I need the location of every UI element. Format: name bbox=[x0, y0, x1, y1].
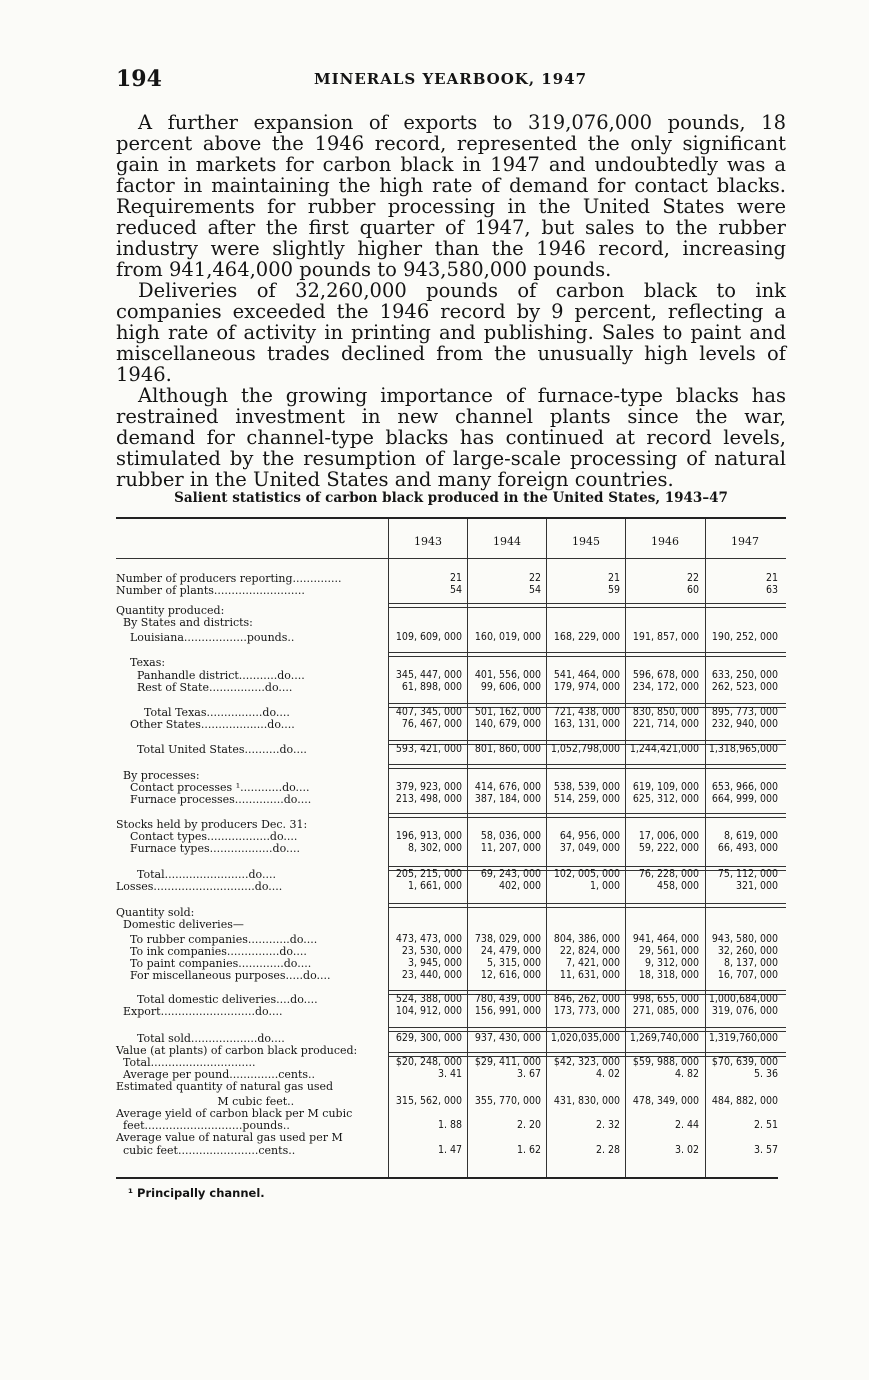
table-cell: 721, 438, 000 bbox=[553, 706, 620, 718]
table-cell: 22, 824, 000 bbox=[559, 945, 620, 957]
table-cell: 140, 679, 000 bbox=[474, 718, 541, 730]
table-cell: 69, 243, 000 bbox=[480, 868, 541, 880]
table-cell: 664, 999, 000 bbox=[711, 793, 778, 805]
table-cell: $29, 411, 000 bbox=[474, 1056, 541, 1068]
table-cell: 653, 966, 000 bbox=[711, 781, 778, 793]
table-cell: 321, 000 bbox=[735, 880, 778, 892]
table-cell: 780, 439, 000 bbox=[474, 993, 541, 1005]
section-rule bbox=[388, 652, 786, 657]
row-label: feet............................pounds.. bbox=[116, 1119, 290, 1132]
table-cell: 5, 315, 000 bbox=[486, 957, 541, 969]
table-caption: Salient statistics of carbon black produced in the United States, 1943–47 bbox=[174, 490, 728, 506]
table-cell: 501, 162, 000 bbox=[474, 706, 541, 718]
table-cell: 163, 131, 000 bbox=[553, 718, 620, 730]
section-rule bbox=[388, 764, 786, 769]
table-cell: 1. 47 bbox=[437, 1144, 462, 1156]
table-cell: 478, 349, 000 bbox=[632, 1095, 699, 1107]
row-label: Average value of natural gas used per M bbox=[116, 1131, 343, 1144]
row-label: Total domestic deliveries....do.... bbox=[116, 993, 318, 1006]
table-cell: 401, 556, 000 bbox=[474, 669, 541, 681]
table-cell: 64, 956, 000 bbox=[559, 830, 620, 842]
table-cell: 16, 707, 000 bbox=[717, 969, 778, 981]
table-cell: 32, 260, 000 bbox=[717, 945, 778, 957]
table-cell: 431, 830, 000 bbox=[553, 1095, 620, 1107]
row-label: Estimated quantity of natural gas used bbox=[116, 1080, 334, 1093]
table-cell: 804, 386, 000 bbox=[553, 933, 620, 945]
row-label: To rubber companies............do.... bbox=[116, 933, 318, 946]
year-header: 1946 bbox=[651, 535, 679, 548]
table-cell: 2. 44 bbox=[674, 1119, 699, 1131]
table-cell: 168, 229, 000 bbox=[553, 631, 620, 643]
table-cell: 943, 580, 000 bbox=[711, 933, 778, 945]
table-cell: 37, 049, 000 bbox=[559, 842, 620, 854]
table-cell: 633, 250, 000 bbox=[711, 669, 778, 681]
table-cell: 830, 850, 000 bbox=[632, 706, 699, 718]
table-cell: 11, 631, 000 bbox=[559, 969, 620, 981]
year-header: 1947 bbox=[731, 535, 759, 548]
section-rule bbox=[388, 603, 786, 608]
table-cell: 190, 252, 000 bbox=[711, 631, 778, 643]
table-cell: 619, 109, 000 bbox=[632, 781, 699, 793]
table-cell: 402, 000 bbox=[498, 880, 541, 892]
row-label: To paint companies.............do.... bbox=[116, 957, 312, 970]
table-cell: 1. 88 bbox=[437, 1119, 462, 1131]
row-label: Contact processes ¹............do.... bbox=[116, 781, 310, 794]
row-label: Number of plants.......................... bbox=[116, 584, 305, 597]
table-cell: 54 bbox=[449, 584, 462, 596]
table-cell: 22 bbox=[528, 572, 541, 584]
table-cell: 538, 539, 000 bbox=[553, 781, 620, 793]
page-header bbox=[116, 66, 786, 94]
table-cell: 54 bbox=[528, 584, 541, 596]
table-cell: 8, 137, 000 bbox=[723, 957, 778, 969]
table-cell: 21 bbox=[607, 572, 620, 584]
table-cell: 629, 300, 000 bbox=[395, 1032, 462, 1044]
table-cell: 895, 773, 000 bbox=[711, 706, 778, 718]
paragraph: Although the growing importance of furnace-type blacks has restrained investment in new channel plants since the war, demand for channel-type blacks has continued at record levels, stimulated by the resumption of large-scale processing of natural rubber in the United States and many foreign countries. bbox=[116, 384, 786, 491]
table-cell: 387, 184, 000 bbox=[474, 793, 541, 805]
table-cell: $59, 988, 000 bbox=[632, 1056, 699, 1068]
table-cell: 191, 857, 000 bbox=[632, 631, 699, 643]
table-cell: 1,319,760,000 bbox=[708, 1032, 778, 1044]
table-cell: 99, 606, 000 bbox=[480, 681, 541, 693]
footnote: ¹ Principally channel. bbox=[128, 1186, 265, 1200]
table-cell: 1,020,035,000 bbox=[550, 1032, 620, 1044]
table-cell: 24, 479, 000 bbox=[480, 945, 541, 957]
table-cell: 23, 530, 000 bbox=[401, 945, 462, 957]
section-rule bbox=[388, 903, 786, 908]
table-cell: 4. 82 bbox=[674, 1068, 699, 1080]
table-cell: 2. 51 bbox=[753, 1119, 778, 1131]
table-cell: 17, 006, 000 bbox=[638, 830, 699, 842]
table-cell: 1,052,798,000 bbox=[550, 743, 620, 755]
row-label: Quantity sold: bbox=[116, 906, 195, 919]
table-cell: 379, 923, 000 bbox=[395, 781, 462, 793]
body-text bbox=[116, 112, 786, 490]
row-label: Furnace processes..............do.... bbox=[116, 793, 312, 806]
row-label: Rest of State................do.... bbox=[116, 681, 293, 694]
table-cell: 23, 440, 000 bbox=[401, 969, 462, 981]
table-cell: 593, 421, 000 bbox=[395, 743, 462, 755]
table-cell: 625, 312, 000 bbox=[632, 793, 699, 805]
header-rule bbox=[116, 558, 786, 559]
table-cell: 458, 000 bbox=[656, 880, 699, 892]
table-cell: 59, 222, 000 bbox=[638, 842, 699, 854]
table-cell: 205, 215, 000 bbox=[395, 868, 462, 880]
table-cell: 156, 991, 000 bbox=[474, 1005, 541, 1017]
row-label: By States and districts: bbox=[116, 616, 253, 629]
table-cell: 179, 974, 000 bbox=[553, 681, 620, 693]
table-cell: 414, 676, 000 bbox=[474, 781, 541, 793]
row-label: Losses.............................do.... bbox=[116, 880, 283, 893]
table-cell: 75, 112, 000 bbox=[717, 868, 778, 880]
section-rule bbox=[388, 813, 786, 818]
table-cell: 1. 62 bbox=[516, 1144, 541, 1156]
table-cell: 738, 029, 000 bbox=[474, 933, 541, 945]
row-label: Export...........................do.... bbox=[116, 1005, 283, 1018]
table-cell: $20, 248, 000 bbox=[395, 1056, 462, 1068]
table-cell: 1,000,684,000 bbox=[708, 993, 778, 1005]
row-label: To ink companies...............do.... bbox=[116, 945, 307, 958]
table-cell: 1,269,740,000 bbox=[629, 1032, 699, 1044]
row-label: Total........................do.... bbox=[116, 868, 276, 881]
table-cell: 524, 388, 000 bbox=[395, 993, 462, 1005]
row-label: Panhandle district...........do.... bbox=[116, 669, 305, 682]
row-label: Total.............................. bbox=[116, 1056, 256, 1069]
table-cell: 7, 421, 000 bbox=[565, 957, 620, 969]
table-cell: 104, 912, 000 bbox=[395, 1005, 462, 1017]
table-cell: 407, 345, 000 bbox=[395, 706, 462, 718]
table-cell: 3. 67 bbox=[516, 1068, 541, 1080]
row-label: Texas: bbox=[116, 656, 166, 669]
table-cell: 1, 000 bbox=[589, 880, 620, 892]
table-cell: 1,244,421,000 bbox=[629, 743, 699, 755]
table-cell: 59 bbox=[607, 584, 620, 596]
table-cell: 9, 312, 000 bbox=[644, 957, 699, 969]
table-cell: 801, 860, 000 bbox=[474, 743, 541, 755]
table-cell: 173, 773, 000 bbox=[553, 1005, 620, 1017]
table-cell: 58, 036, 000 bbox=[480, 830, 541, 842]
table-cell: 3. 02 bbox=[674, 1144, 699, 1156]
table-cell: 541, 464, 000 bbox=[553, 669, 620, 681]
table-cell: 8, 302, 000 bbox=[407, 842, 462, 854]
table-cell: 196, 913, 000 bbox=[395, 830, 462, 842]
row-label: Contact types..................do.... bbox=[116, 830, 298, 843]
paragraph: Deliveries of 32,260,000 pounds of carbon black to ink companies exceeded the 1946 record by 9 percent, reflecting a high rate of activity in printing and publishing. Sales to paint and miscellaneous trades declined from the unusually high levels of 1946. bbox=[116, 279, 786, 386]
table-cell: 846, 262, 000 bbox=[553, 993, 620, 1005]
table-cell: 12, 616, 000 bbox=[480, 969, 541, 981]
year-header: 1943 bbox=[414, 535, 442, 548]
table-cell: 355, 770, 000 bbox=[474, 1095, 541, 1107]
year-header: 1945 bbox=[572, 535, 600, 548]
table-cell: 221, 714, 000 bbox=[632, 718, 699, 730]
row-label: Stocks held by producers Dec. 31: bbox=[116, 818, 308, 831]
row-label: Louisiana..................pounds.. bbox=[116, 631, 295, 644]
table-cell: 319, 076, 000 bbox=[711, 1005, 778, 1017]
row-label: cubic feet.......................cents.. bbox=[116, 1144, 296, 1157]
table-cell: 66, 493, 000 bbox=[717, 842, 778, 854]
table-cell: 61, 898, 000 bbox=[401, 681, 462, 693]
row-label: Total United States..........do.... bbox=[116, 743, 307, 756]
table-cell: 484, 882, 000 bbox=[711, 1095, 778, 1107]
table-cell: $42, 323, 000 bbox=[553, 1056, 620, 1068]
table-cell: 102, 005, 000 bbox=[553, 868, 620, 880]
row-label: Average yield of carbon black per M cubic bbox=[116, 1107, 353, 1120]
row-label: Furnace types..................do.... bbox=[116, 842, 300, 855]
table-cell: 76, 467, 000 bbox=[401, 718, 462, 730]
table-cell: 262, 523, 000 bbox=[711, 681, 778, 693]
table-cell: 596, 678, 000 bbox=[632, 669, 699, 681]
table-cell: 941, 464, 000 bbox=[632, 933, 699, 945]
table-cell: 3. 57 bbox=[753, 1144, 778, 1156]
table-cell: 2. 32 bbox=[595, 1119, 620, 1131]
table-cell: 8, 619, 000 bbox=[723, 830, 778, 842]
row-label: By processes: bbox=[116, 769, 200, 782]
table-cell: 22 bbox=[686, 572, 699, 584]
table-cell: 3. 41 bbox=[437, 1068, 462, 1080]
table-cell: 5. 36 bbox=[753, 1068, 778, 1080]
table-cell: 29, 561, 000 bbox=[638, 945, 699, 957]
table-cell: 2. 20 bbox=[516, 1119, 541, 1131]
page-number: 194 bbox=[116, 66, 162, 92]
table-bottom-rule bbox=[116, 1177, 778, 1179]
table-cell: 213, 498, 000 bbox=[395, 793, 462, 805]
table-cell: 473, 473, 000 bbox=[395, 933, 462, 945]
table-top-rule bbox=[116, 517, 786, 519]
table-cell: 937, 430, 000 bbox=[474, 1032, 541, 1044]
table-cell: 63 bbox=[765, 584, 778, 596]
paragraph: A further expansion of exports to 319,076,000 pounds, 18 percent above the 1946 record, represented the only significant gain in markets for carbon black in 1947 and undoubtedly was a factor in maintaining the high rate of demand for contact blacks. Requirements for rubber processing in the United States were reduced after the first quarter of 1947, but sales to the rubber industry were slightly higher than the 1946 record, increasing from 941,464,000 pounds to 943,580,000 pounds. bbox=[116, 111, 786, 281]
row-label: Domestic deliveries— bbox=[116, 918, 244, 931]
row-label: Other States...................do.... bbox=[116, 718, 295, 731]
table-cell: 4. 02 bbox=[595, 1068, 620, 1080]
table-cell: 109, 609, 000 bbox=[395, 631, 462, 643]
table-cell: $70, 639, 000 bbox=[711, 1056, 778, 1068]
row-label: Quantity produced: bbox=[116, 604, 225, 617]
table-cell: 234, 172, 000 bbox=[632, 681, 699, 693]
table-cell: 345, 447, 000 bbox=[395, 669, 462, 681]
row-label: Value (at plants) of carbon black produced: bbox=[116, 1044, 358, 1057]
table-cell: 271, 085, 000 bbox=[632, 1005, 699, 1017]
table-cell: 11, 207, 000 bbox=[480, 842, 541, 854]
table-cell: 21 bbox=[449, 572, 462, 584]
table-cell: 514, 259, 000 bbox=[553, 793, 620, 805]
year-header: 1944 bbox=[493, 535, 521, 548]
table-cell: 232, 940, 000 bbox=[711, 718, 778, 730]
running-head: MINERALS YEARBOOK, 1947 bbox=[314, 70, 588, 88]
table-cell: 1, 661, 000 bbox=[407, 880, 462, 892]
row-label: Number of producers reporting.............. bbox=[116, 572, 342, 585]
table-cell: 60 bbox=[686, 584, 699, 596]
row-label: M cubic feet.. bbox=[116, 1095, 295, 1108]
table-cell: 3, 945, 000 bbox=[407, 957, 462, 969]
table-cell: 998, 655, 000 bbox=[632, 993, 699, 1005]
table-cell: 18, 318, 000 bbox=[638, 969, 699, 981]
table-cell: 76, 228, 000 bbox=[638, 868, 699, 880]
table-cell: 1,318,965,000 bbox=[708, 743, 778, 755]
table-cell: 21 bbox=[765, 572, 778, 584]
row-label: Total Texas................do.... bbox=[116, 706, 290, 719]
table-cell: 2. 28 bbox=[595, 1144, 620, 1156]
table-cell: 315, 562, 000 bbox=[395, 1095, 462, 1107]
row-label: Average per pound..............cents.. bbox=[116, 1068, 316, 1081]
row-label: For miscellaneous purposes.....do.... bbox=[116, 969, 331, 982]
table-cell: 160, 019, 000 bbox=[474, 631, 541, 643]
row-label: Total sold...................do.... bbox=[116, 1032, 285, 1045]
